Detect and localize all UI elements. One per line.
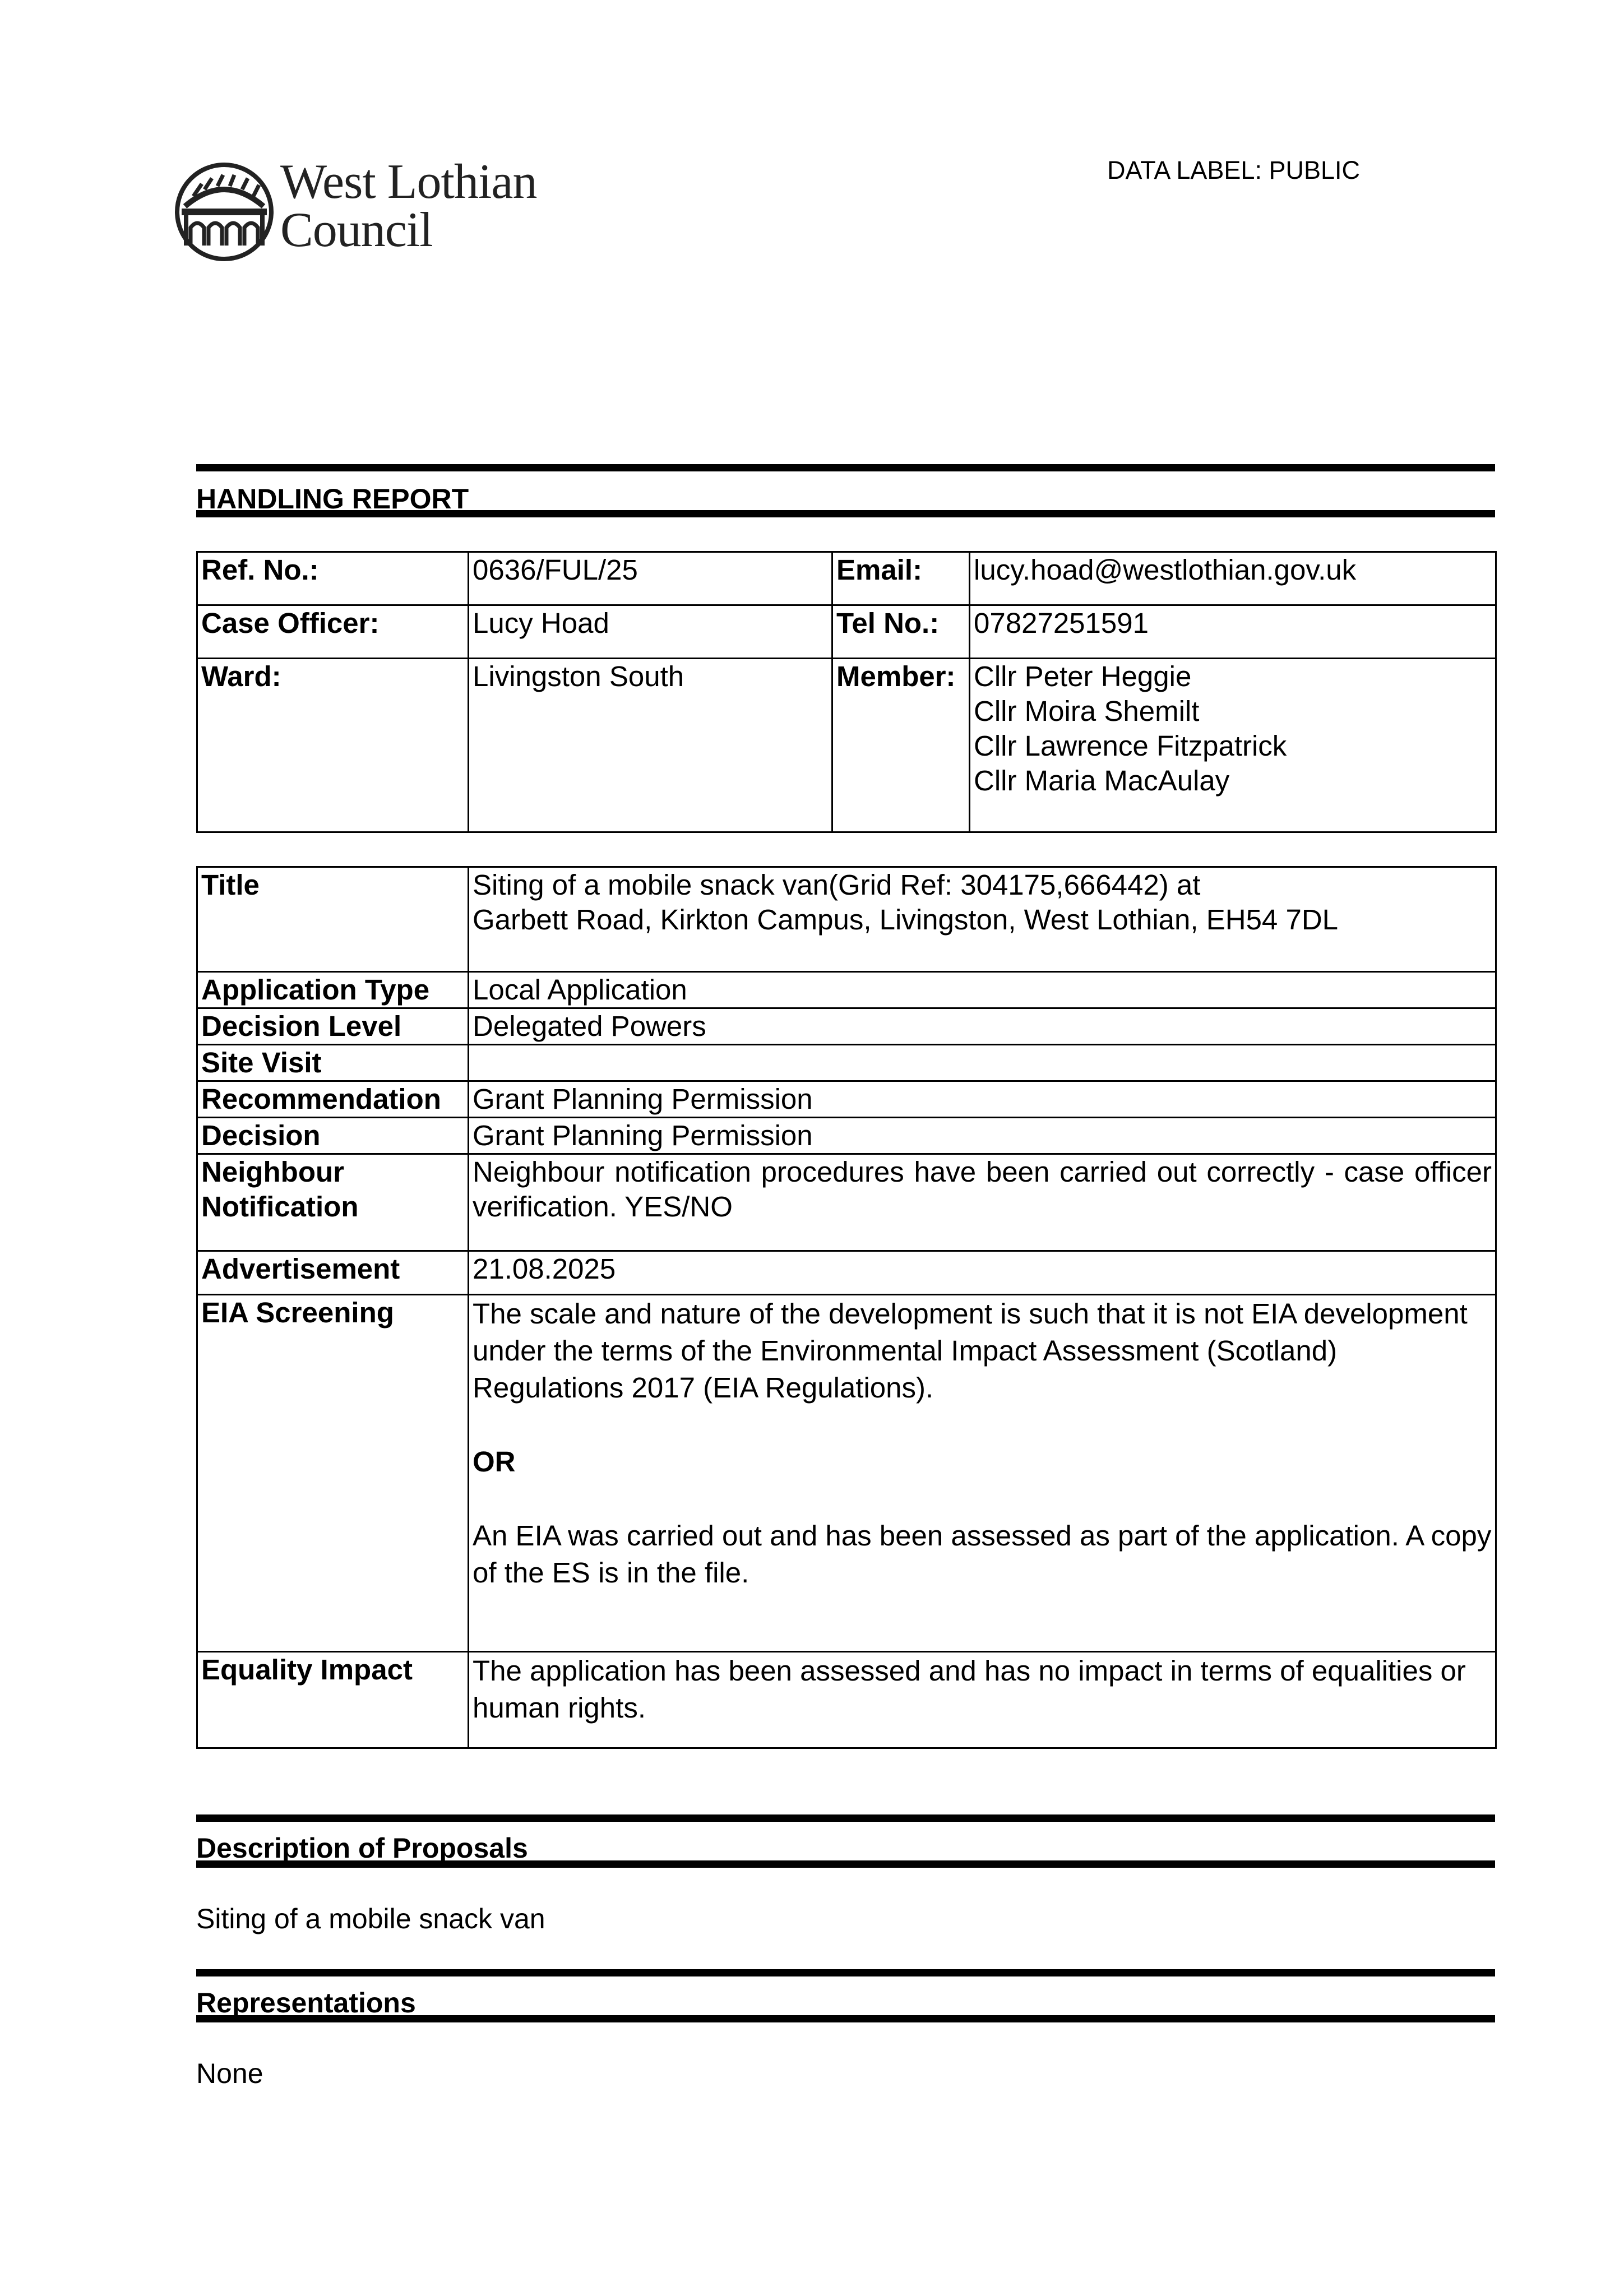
neighbour-notification-label [197, 1154, 469, 1251]
neighbour-label-line1: Neighbour [201, 1156, 344, 1188]
equality-impact-label: Equality Impact [197, 1652, 469, 1748]
neighbour-notification-value: Neighbour notification procedures have been carried out correctly - case officer verification. YES/NO [469, 1154, 1496, 1251]
case-info-table [196, 551, 1497, 833]
member-item: Cllr Moira Shemilt [974, 695, 1200, 727]
tel-value: 07827251591 [970, 605, 1496, 659]
council-name-line2: Council [280, 203, 433, 257]
eia-screening-label: EIA Screening [197, 1295, 469, 1652]
eia-screening-value [469, 1295, 1496, 1652]
title-line1: Siting of a mobile snack van(Grid Ref: 304175,666442) at [473, 869, 1201, 901]
title-label: Title [197, 867, 469, 972]
description-text: Siting of a mobile snack van [196, 1903, 545, 1934]
eia-paragraph-1: The scale and nature of the development is such that it is not EIA development under the terms of the Environmental Impact Assessment (Scotland) Regulations 2017 (EIA Regulations). [473, 1298, 1468, 1404]
ref-label: Ref. No.: [197, 552, 469, 605]
decision-level-label: Decision Level [197, 1008, 469, 1045]
eia-paragraph-2: An EIA was carried out and has been assessed as part of the application. A copy of the ES is in the file. [473, 1520, 1492, 1589]
recommendation-label: Recommendation [197, 1081, 469, 1118]
application-type-value: Local Application [469, 972, 1496, 1008]
member-item: Cllr Lawrence Fitzpatrick [974, 730, 1287, 762]
data-label: DATA LABEL: PUBLIC [1107, 156, 1361, 184]
title-value [469, 867, 1496, 972]
description-heading: Description of Proposals [196, 1832, 528, 1864]
description-heading-bar [196, 1814, 1495, 1868]
bridge-emblem-icon [174, 161, 275, 262]
representations-text: None [196, 2058, 263, 2089]
site-visit-label: Site Visit [197, 1045, 469, 1081]
council-name [280, 155, 537, 257]
member-list [970, 659, 1496, 832]
report-title-bar [196, 464, 1495, 517]
email-value: lucy.hoad@westlothian.gov.uk [970, 552, 1496, 605]
member-label: Member: [832, 659, 970, 832]
eia-or: OR [473, 1446, 516, 1478]
decision-label: Decision [197, 1118, 469, 1154]
tel-label: Tel No.: [832, 605, 970, 659]
representations-heading-bar [196, 1969, 1495, 2022]
email-label: Email: [832, 552, 970, 605]
application-details-table [196, 866, 1497, 1749]
site-visit-value [469, 1045, 1496, 1081]
ward-value: Livingston South [469, 659, 832, 832]
equality-impact-value: The application has been assessed and has no impact in terms of equalities or human rights. [469, 1652, 1496, 1748]
member-item: Cllr Peter Heggie [974, 660, 1192, 692]
case-officer-value: Lucy Hoad [469, 605, 832, 659]
advertisement-label: Advertisement [197, 1251, 469, 1295]
decision-level-value: Delegated Powers [469, 1008, 1496, 1045]
ref-value: 0636/FUL/25 [469, 552, 832, 605]
member-item: Cllr Maria MacAulay [974, 765, 1230, 797]
recommendation-value: Grant Planning Permission [469, 1081, 1496, 1118]
advertisement-value: 21.08.2025 [469, 1251, 1496, 1295]
title-line2: Garbett Road, Kirkton Campus, Livingston, West Lothian, EH54 7DL [473, 904, 1339, 936]
council-logo [174, 155, 566, 268]
representations-heading: Representations [196, 1987, 416, 2019]
neighbour-label-line2: Notification [201, 1191, 359, 1223]
ward-label: Ward: [197, 659, 469, 832]
report-title: HANDLING REPORT [196, 483, 469, 515]
application-type-label: Application Type [197, 972, 469, 1008]
council-name-line1: West Lothian [280, 155, 537, 209]
decision-value: Grant Planning Permission [469, 1118, 1496, 1154]
case-officer-label: Case Officer: [197, 605, 469, 659]
